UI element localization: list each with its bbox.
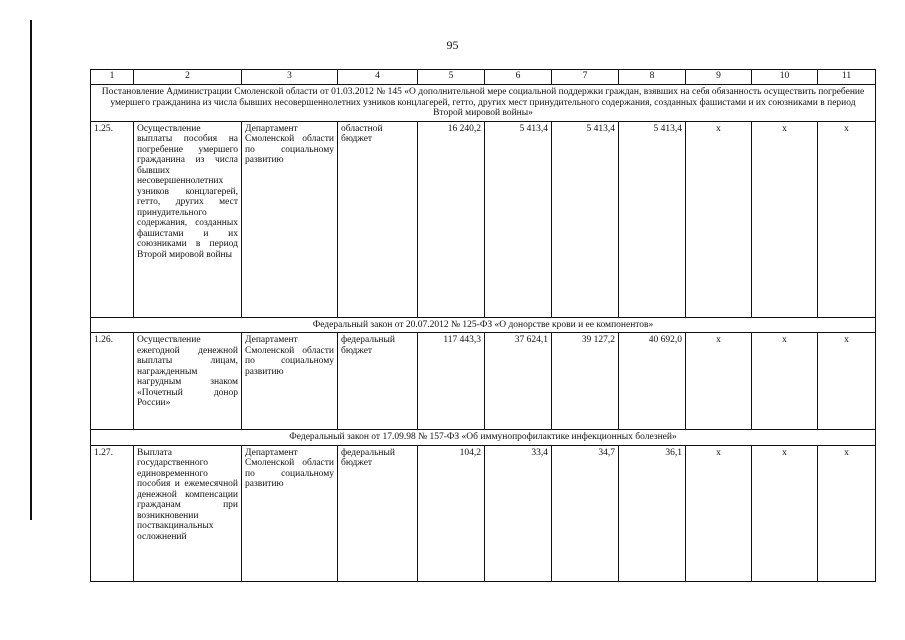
table-row [91,121,876,317]
row-value-col9: x [686,333,752,430]
row-department: Департамент Смоленской области по социальному развитию [242,445,338,581]
column-number: 7 [552,70,619,85]
row-department: Департамент Смоленской области по социальному развитию [242,333,338,430]
column-number-row [91,70,876,85]
row-value-col8: 36,1 [619,445,686,581]
row-department: Департамент Смоленской области по социальному развитию [242,121,338,317]
column-number: 6 [485,70,552,85]
row-value-col6: 33,4 [485,445,552,581]
row-value-col11: x [818,333,876,430]
row-value-col8: 40 692,0 [619,333,686,430]
row-value-col6: 5 413,4 [485,121,552,317]
row-budget: областной бюджет [338,121,418,317]
column-number: 2 [134,70,242,85]
row-value-col7: 5 413,4 [552,121,619,317]
row-value-col11: x [818,445,876,581]
column-number: 3 [242,70,338,85]
row-value-col11: x [818,121,876,317]
column-number: 8 [619,70,686,85]
row-value-col7: 39 127,2 [552,333,619,430]
section-title: Федеральный закон от 20.07.2012 № 125-ФЗ «О донорстве крови и ее компонентов» [91,317,876,333]
table-row [91,445,876,581]
column-number: 1 [91,70,134,85]
row-number: 1.27. [91,445,134,581]
budget-table [90,69,876,582]
row-description: Осуществление выплаты пособия на погребение умершего гражданина из числа бывших несовершеннолетних узников концлагерей, гетто, других мест принудительного содержания, созданных фашистами и их союзниками в период Второй мировой войны [134,121,242,317]
section-header-row [91,317,876,333]
row-value-col10: x [752,333,818,430]
row-value-col9: x [686,121,752,317]
row-value-col5: 104,2 [418,445,485,581]
table-row [91,333,876,430]
left-margin-bar [30,20,32,520]
column-number: 4 [338,70,418,85]
row-budget: федеральный бюджет [338,445,418,581]
row-number: 1.26. [91,333,134,430]
row-value-col5: 117 443,3 [418,333,485,430]
page-number: 95 [446,38,459,52]
section-header-row [91,430,876,446]
section-title: Постановление Администрации Смоленской области от 01.03.2012 № 145 «О дополнительной мере социальной поддержки граждан, взявших на себя обязанность осуществить погребение умершего гражданина из числа бывших несовершеннолетних узников концлагерей, гетто, других мест принудительного содержания, созданных фашистами и их союзниками в период Второй мировой войны» [91,85,876,122]
column-number: 10 [752,70,818,85]
column-number: 9 [686,70,752,85]
row-value-col10: x [752,445,818,581]
row-description: Осуществление ежегодной денежной выплаты лицам, награжденным нагрудным знаком «Почетный донор России» [134,333,242,430]
section-header-row [91,85,876,122]
row-number: 1.25. [91,121,134,317]
column-number: 5 [418,70,485,85]
row-value-col9: x [686,445,752,581]
row-value-col8: 5 413,4 [619,121,686,317]
row-value-col10: x [752,121,818,317]
column-number: 11 [818,70,876,85]
row-value-col7: 34,7 [552,445,619,581]
row-description: Выплата государственного единовременного пособия и ежемесячной денежной компенсации гражданам при возникновении поствакцинальных осложнений [134,445,242,581]
row-value-col6: 37 624,1 [485,333,552,430]
section-title: Федеральный закон от 17.09.98 № 157-ФЗ «Об иммунопрофилактике инфекционных болезней» [91,430,876,446]
row-budget: федеральный бюджет [338,333,418,430]
row-value-col5: 16 240,2 [418,121,485,317]
